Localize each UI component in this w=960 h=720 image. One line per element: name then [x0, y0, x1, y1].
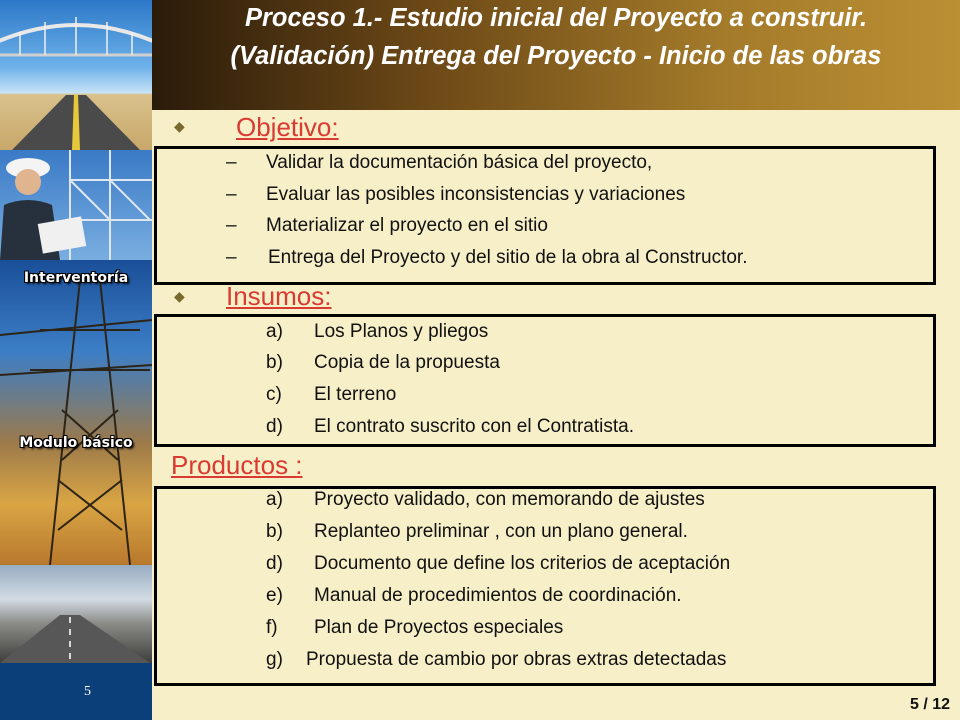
list-marker: c) [266, 384, 282, 405]
page-indicator: 5 / 12 [909, 696, 950, 713]
list-marker: – [226, 152, 237, 173]
slide-title-line-1: Proceso 1.- Estudio inicial del Proyecto a construir. [244, 4, 868, 32]
objetivo-item: Entrega del Proyecto y del sitio de la obra al Constructor. [268, 247, 748, 268]
sidebar-strip [0, 0, 152, 720]
productos-item: Replanteo preliminar , con un plano general. [314, 521, 688, 542]
list-marker: d) [266, 553, 283, 574]
diamond-bullet-icon: ◆ [174, 288, 185, 304]
insumos-item: El contrato suscrito con el Contratista. [314, 416, 634, 437]
heading-insumos: Insumos: [226, 281, 332, 311]
slide-number-area [0, 663, 152, 720]
list-marker: b) [266, 352, 283, 373]
list-marker: d) [266, 416, 283, 437]
productos-item: Proyecto validado, con memorando de ajustes [314, 489, 705, 510]
insumos-item: El terreno [314, 384, 397, 405]
productos-item: Plan de Proyectos especiales [314, 617, 564, 638]
objetivo-item: Materializar el proyecto en el sitio [266, 215, 548, 236]
list-marker: a) [266, 321, 283, 342]
highway-image [0, 565, 152, 663]
insumos-item: Los Planos y pliegos [314, 321, 489, 342]
bridge-road-image [0, 0, 152, 150]
objetivo-item: Validar la documentación básica del proyecto, [266, 152, 653, 173]
sidebar-label-modulo: Modulo básico [19, 435, 133, 451]
diamond-bullet-icon: ◆ [174, 118, 185, 134]
list-marker: – [226, 184, 237, 205]
power-tower-image [0, 260, 152, 565]
list-marker: g) [266, 649, 283, 670]
slide-title-line-2: (Validación) Entrega del Proyecto - Inicio de las obras [230, 42, 882, 70]
productos-item: Documento que define los criterios de aceptación [314, 553, 731, 574]
engineer-image [0, 150, 152, 260]
slide-number: 5 [84, 684, 91, 699]
insumos-item: Copia de la propuesta [314, 352, 500, 373]
list-marker: f) [266, 617, 278, 638]
productos-item: Manual de procedimientos de coordinación. [314, 585, 682, 606]
productos-item: Propuesta de cambio por obras extras detectadas [306, 649, 727, 670]
list-marker: a) [266, 489, 283, 510]
heading-objetivo: Objetivo: [236, 112, 339, 142]
sidebar-label-interventoria: Interventoría [23, 270, 129, 286]
list-marker: e) [266, 585, 283, 606]
objetivo-item: Evaluar las posibles inconsistencias y variaciones [266, 184, 686, 205]
list-marker: – [226, 215, 237, 236]
list-marker: – [226, 247, 237, 268]
title-banner [152, 0, 960, 110]
list-marker: b) [266, 521, 283, 542]
heading-productos: Productos : [171, 450, 303, 480]
